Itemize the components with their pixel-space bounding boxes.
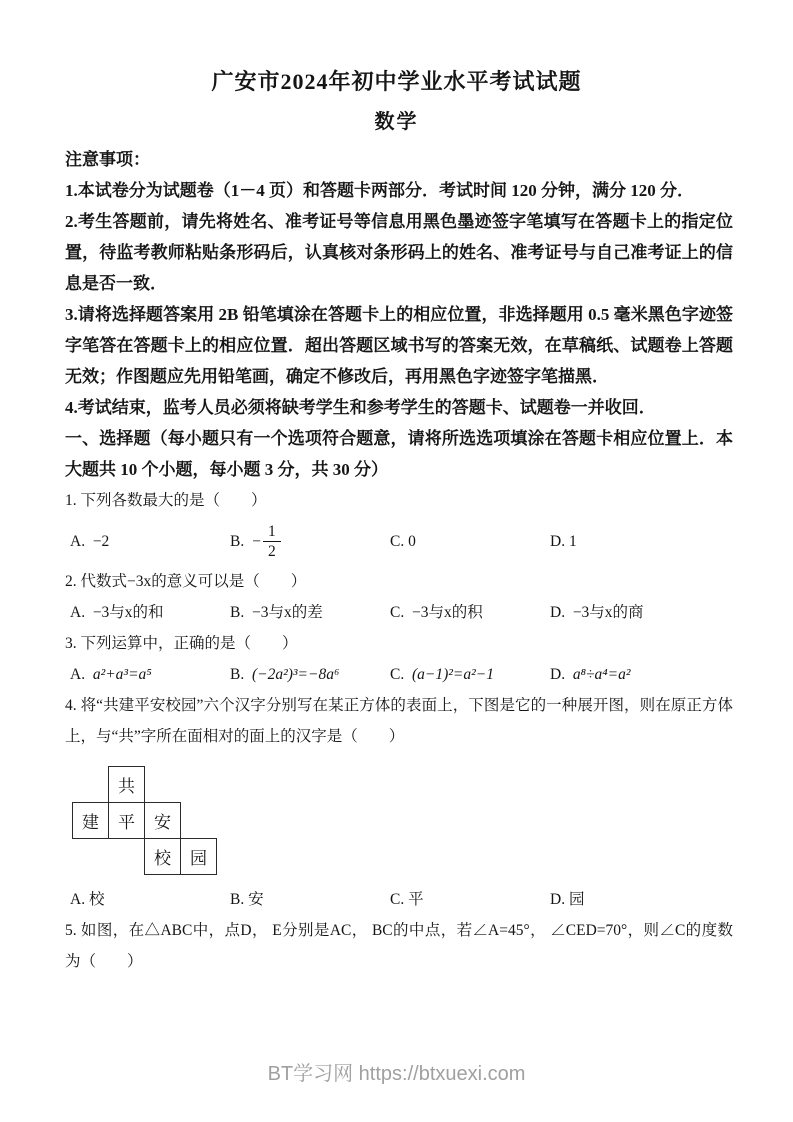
q2-option-b: B. −3与x的差 [230, 604, 323, 621]
question-2-text: 2. 代数式−3x的意义可以是（ ） [65, 573, 307, 590]
notice-item-4: 4.考试结束，监考人员必须将缺考学生和参考学生的答题卡、试题卷一并收回． [65, 398, 656, 417]
q3-option-d-formula: a⁸÷a⁴=a² [572, 666, 631, 683]
q3-option-b [230, 659, 390, 690]
q1-option-a: A. −2 [70, 532, 110, 550]
fraction-denominator: 2 [267, 542, 276, 560]
question-1-text: 1. 下列各数最大的是（ ） [65, 492, 267, 509]
q4-option-c: C. 平 [390, 891, 424, 908]
q3-option-c-label: C. [390, 666, 405, 683]
question-4-options [65, 884, 733, 915]
q1-option-b [230, 522, 390, 561]
minus-sign: − [252, 532, 261, 550]
q3-option-c [390, 659, 550, 690]
q3-option-d-label: D. [550, 666, 566, 683]
q2-option-a: A. −3与x的和 [70, 604, 164, 621]
question-1-options [65, 516, 733, 566]
question-3-text: 3. 下列运算中，正确的是（ ） [65, 635, 298, 652]
question-4-text: 4. 将“共建平安校园”六个汉字分别写在某正方体的表面上，下图是它的一种展开图，则在原正方体上，与“共”字所在面相对的面上的汉字是（ ） [65, 697, 733, 745]
q4-option-a: A. 校 [70, 891, 105, 908]
net-cell-gong: 共 [108, 766, 145, 803]
q3-option-b-formula: (−2a²)³=−8a⁶ [251, 666, 340, 683]
q2-option-d: D. −3与x的商 [550, 604, 644, 621]
page-body [65, 144, 733, 977]
watermark: BT学习网 https://btxuexi.com [267, 1063, 526, 1085]
q2-option-c: C. −3与x的积 [390, 604, 483, 621]
notice-item-1: 1.本试卷分为试题卷（1－4 页）和答题卡两部分．考试时间 120 分钟，满分 120 分． [65, 181, 694, 200]
question-2-options [65, 597, 733, 628]
q3-option-a [70, 659, 230, 690]
notice-item-2: 2.考生答题前，请先将姓名、准考证号等信息用黑色墨迹签字笔填写在答题卡上的指定位置，待监考教师粘贴条形码后，认真核对条形码上的姓名、准考证号与自己准考证上的信息是否一致． [65, 212, 733, 293]
cube-net-figure [72, 766, 733, 876]
q3-option-b-label: B. [230, 666, 245, 683]
q3-option-a-label: A. [70, 666, 86, 683]
q1-option-b-fraction [252, 522, 281, 561]
net-cell-xiao: 校 [144, 838, 181, 875]
q3-option-c-formula: (a−1)²=a²−1 [411, 666, 494, 683]
section-1-heading: 一、选择题（每小题只有一个选项符合题意，请将所选选项填涂在答题卡相应位置上．本大题共 10 个小题，每小题 3 分，共 30 分） [65, 429, 733, 479]
q3-option-a-formula: a²+a³=a⁵ [92, 666, 152, 683]
net-cell-jian: 建 [72, 802, 109, 839]
net-cell-ping: 平 [108, 802, 145, 839]
fraction [263, 522, 281, 561]
q1-option-c: C. 0 [390, 532, 416, 550]
question-3-options [65, 659, 733, 690]
net-cell-an: 安 [144, 802, 181, 839]
q1-option-b-label: B. [230, 532, 245, 550]
net-cell-yuan: 园 [180, 838, 217, 875]
page-title: 广安市2024年初中学业水平考试试题 [211, 69, 582, 94]
notice-heading: 注意事项： [65, 150, 150, 169]
q4-option-d: D. 园 [550, 891, 585, 908]
q4-option-b: B. 安 [230, 891, 264, 908]
subject-title: 数学 [374, 111, 419, 133]
q1-option-d: D. 1 [550, 532, 577, 550]
question-5-text: 5. 如图，在△ABC中，点D， E分别是AC， BC的中点，若∠A=45°， ∠CED=70°，则∠C的度数为（ ） [65, 922, 733, 970]
fraction-numerator: 1 [263, 522, 281, 542]
notice-item-3: 3.请将选择题答案用 2B 铅笔填涂在答题卡上的相应位置，非选择题用 0.5 毫米黑色字迹签字笔答在答题卡上的相应位置．超出答题区域书写的答案无效，在草稿纸、试题卷上答题无效；作图题应先用铅笔画，确定不修改后，再用黑色字迹签字笔描黑． [65, 305, 733, 386]
q3-option-d [550, 659, 733, 690]
